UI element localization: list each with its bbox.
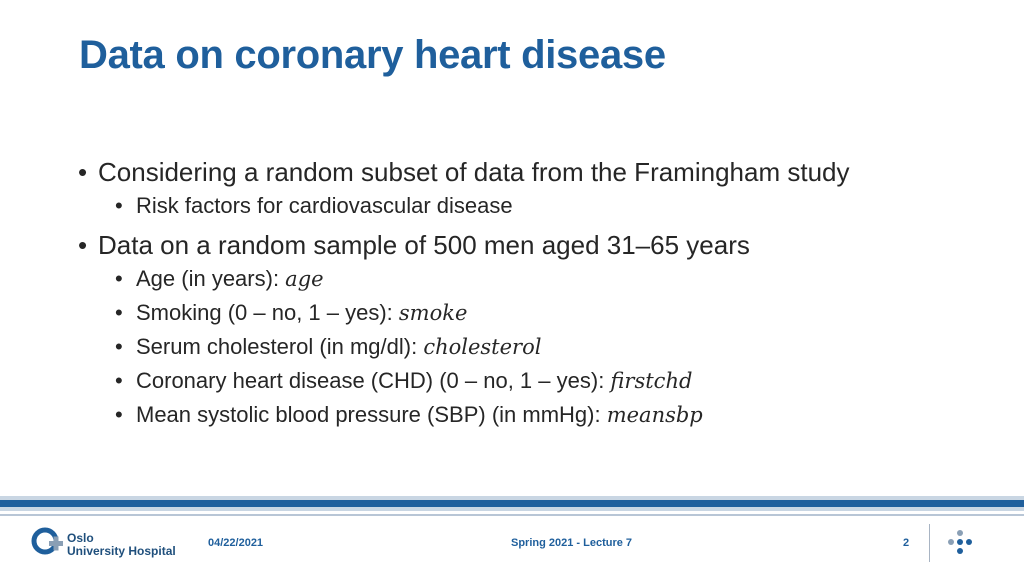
bullet-text: Considering a random subset of data from the Framingham study	[98, 157, 850, 187]
sub-bullet-sbp	[78, 398, 978, 432]
dots-cross-icon	[945, 527, 975, 559]
bullet-dot: •	[115, 266, 123, 291]
page-number: 2	[903, 537, 910, 549]
sub-bullet-text: Serum cholesterol (in mg/dl):	[136, 334, 424, 359]
bullet-dot: •	[78, 230, 88, 260]
variable-name: smoke	[398, 301, 468, 325]
sub-bullet-chd	[78, 364, 978, 398]
bullet-dot: •	[78, 157, 88, 187]
bullet-sample	[78, 228, 978, 262]
footer-band-light-bottom	[0, 507, 1024, 511]
footer-date: 04/22/2021	[208, 537, 264, 549]
sub-bullet-text: Smoking (0 – no, 1 – yes):	[136, 300, 399, 325]
footer-lecture: Spring 2021 - Lecture 7	[511, 537, 633, 549]
footer-band-thin	[0, 514, 1024, 516]
slide-title: Data on coronary heart disease	[79, 33, 666, 77]
sub-bullet-age	[78, 262, 978, 296]
sub-bullet-cholesterol	[78, 330, 978, 364]
sub-bullet-text: Coronary heart disease (CHD) (0 – no, 1 – yes):	[136, 368, 611, 393]
bullet-framingham	[78, 155, 978, 189]
bullet-dot: •	[115, 368, 123, 393]
logo-text	[67, 532, 176, 558]
bullet-dot: •	[115, 334, 123, 359]
bullet-dot: •	[115, 402, 123, 427]
variable-name: firstchd	[610, 369, 693, 393]
sub-bullet-risk-factors	[78, 189, 978, 222]
sub-bullet-smoking	[78, 296, 978, 330]
sub-bullet-text: Age (in years):	[136, 266, 286, 291]
oslo-university-hospital-logo-icon	[30, 526, 64, 558]
footer-band-dark	[0, 500, 1024, 507]
variable-name: cholesterol	[423, 335, 542, 359]
logo-line-hospital: University Hospital	[67, 544, 176, 558]
sub-bullet-text: Risk factors for cardiovascular disease	[136, 193, 513, 218]
bullet-dot: •	[115, 300, 123, 325]
sub-bullet-text: Mean systolic blood pressure (SBP) (in mmHg):	[136, 402, 607, 427]
logo-line-oslo: Oslo	[67, 531, 94, 545]
bullet-dot: •	[115, 193, 123, 218]
slide-content	[78, 155, 978, 432]
footer-divider	[929, 524, 930, 562]
variable-name: meansbp	[606, 403, 703, 427]
bullet-text: Data on a random sample of 500 men aged 31–65 years	[98, 230, 750, 260]
variable-name: age	[285, 267, 324, 291]
